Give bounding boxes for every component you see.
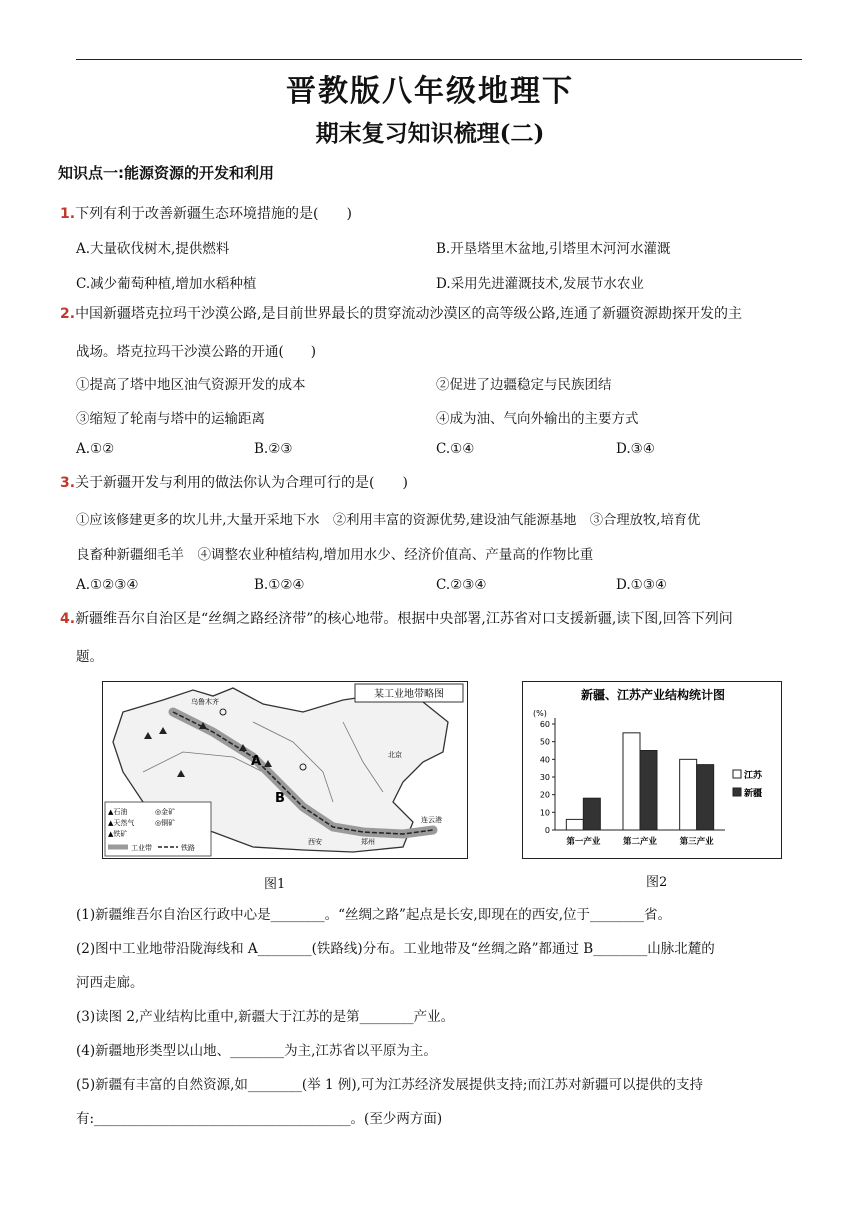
city-urumqi: 乌鲁木齐 <box>191 698 219 706</box>
q3-statements-line-2: 良畜种新疆细毛羊 ④调整农业种植结构,增加用水少、经济价值高、产量高的作物比重 <box>76 547 594 563</box>
q3-option-c: C.②③④ <box>436 577 487 593</box>
y-tick-label: 60 <box>539 720 550 729</box>
q2-option-b: B.②③ <box>254 441 293 457</box>
section-heading: 知识点一:能源资源的开发和利用 <box>58 164 275 182</box>
q4-part-4: (4)新疆地形类型以山地、________为主,江苏省以平原为主。 <box>76 1043 437 1059</box>
bar-jiangsu <box>680 759 697 830</box>
legend-gold: ◎金矿 <box>155 808 176 816</box>
question-number: 1. <box>60 206 76 222</box>
x-tick-label: 第一产业 <box>566 837 601 847</box>
legend-rail: 铁路 <box>181 844 195 852</box>
q2-option-c: C.①④ <box>436 441 475 457</box>
question-1-stem <box>60 197 352 231</box>
q4-part-2: (2)图中工业地带沿陇海线和 A________(铁路线)分布。工业地带及“丝绸之路”都通过 B________山脉北麓的 <box>76 941 715 957</box>
y-tick-label: 40 <box>539 755 550 765</box>
bar-xinjiang <box>640 751 657 831</box>
figure-2-caption: 图2 <box>646 875 668 890</box>
figure-1-caption: 图1 <box>264 877 286 892</box>
q4-part-2-cont: 河西走廊。 <box>76 975 144 991</box>
legend-oil: ▲石油 <box>108 808 128 816</box>
q2-option-a: A.①② <box>76 441 115 457</box>
x-tick-label: 第三产业 <box>679 837 714 847</box>
legend-iron: ▲铁矿 <box>108 830 128 838</box>
industrial-belt-map <box>103 682 467 858</box>
question-3-stem <box>60 466 408 500</box>
y-tick-label: 20 <box>539 790 550 800</box>
question-text: 关于新疆开发与利用的做法你认为合理可行的是( ) <box>75 475 408 491</box>
y-tick-label: 10 <box>539 808 550 818</box>
bar-xinjiang <box>583 798 600 830</box>
question-2-stem-cont: 战场。塔克拉玛干沙漠公路的开通( ) <box>76 344 317 360</box>
y-tick-label: 30 <box>539 773 550 782</box>
question-number: 2. <box>60 306 76 322</box>
legend-swatch <box>733 788 741 796</box>
q3-option-b: B.①②④ <box>254 577 305 593</box>
city-zhengzhou: 郑州 <box>361 838 375 846</box>
question-4-stem <box>60 602 733 636</box>
legend-belt: 工业带 <box>131 844 152 852</box>
q1-option-d: D.采用先进灌溉技术,发展节水农业 <box>436 276 644 292</box>
legend-label: 新疆 <box>744 789 763 799</box>
question-4-stem-cont: 题。 <box>76 649 103 665</box>
bar-jiangsu <box>566 819 583 830</box>
legend-gas: ▲天然气 <box>108 819 135 827</box>
q1-option-a: A.大量砍伐树木,提供燃料 <box>76 241 230 257</box>
q3-option-d: D.①③④ <box>616 577 667 593</box>
q3-option-a: A.①②③④ <box>76 577 139 593</box>
question-text: 下列有利于改善新疆生态环境措施的是( ) <box>75 206 352 222</box>
q2-statement-2: ②促进了边疆稳定与民族团结 <box>436 377 612 393</box>
page-subtitle: 期末复习知识梳理(二) <box>315 120 545 147</box>
figure-1-map <box>102 681 468 859</box>
question-number: 4. <box>60 611 76 627</box>
question-text: 中国新疆塔克拉玛干沙漠公路,是目前世界最长的贯穿流动沙漠区的高等级公路,连通了新疆资源勘探开发的主 <box>75 306 742 322</box>
label-b: B <box>275 791 285 806</box>
city-beijing: 北京 <box>388 751 402 759</box>
q4-part-1: (1)新疆维吾尔自治区行政中心是________。“丝绸之路”起点是长安,即现在的西安,位于________省。 <box>76 907 672 923</box>
q4-part-5: (5)新疆有丰富的自然资源,如________(举 1 例),可为江苏经济发展提供支持;而江苏对新疆可以提供的支持 <box>76 1077 703 1093</box>
bar-jiangsu <box>623 733 640 830</box>
header-rule <box>76 59 802 60</box>
q4-part-5-cont: 有:______________________________________。(至少两方面) <box>76 1111 443 1127</box>
q2-statement-4: ④成为油、气向外输出的主要方式 <box>436 411 639 427</box>
legend-copper: ◎铜矿 <box>155 819 176 827</box>
q3-statements-line-1: ①应该修建更多的坎儿井,大量开采地下水 ②利用丰富的资源优势,建设油气能源基地 ③合理放牧,培育优 <box>76 513 701 528</box>
industry-structure-chart <box>523 682 781 858</box>
y-tick-label: 0 <box>544 826 550 835</box>
q1-option-c: C.减少葡萄种植,增加水稻种植 <box>76 276 257 292</box>
page-title: 晋教版八年级地理下 <box>286 74 574 109</box>
city-lianyungang: 连云港 <box>421 816 442 824</box>
question-2-stem <box>60 297 742 331</box>
legend-label: 江苏 <box>744 771 763 781</box>
q2-statement-3: ③缩短了轮南与塔中的运输距离 <box>76 411 265 427</box>
label-a: A <box>251 754 262 769</box>
chart-title: 新疆、江苏产业结构统计图 <box>580 688 726 702</box>
question-text: 新疆维吾尔自治区是“丝绸之路经济带”的核心地带。根据中央部署,江苏省对口支援新疆,读下图,回答下列问 <box>75 611 733 627</box>
legend-swatch <box>733 770 741 778</box>
q4-part-3: (3)读图 2,产业结构比重中,新疆大于江苏的是第________产业。 <box>76 1009 455 1025</box>
q2-statement-1: ①提高了塔中地区油气资源开发的成本 <box>76 377 306 393</box>
bar-xinjiang <box>697 765 714 830</box>
map-title: 某工业地带略图 <box>374 689 444 700</box>
x-tick-label: 第二产业 <box>622 837 658 847</box>
city-xian: 西安 <box>308 838 322 846</box>
q2-option-d: D.③④ <box>616 441 655 457</box>
figure-2-chart <box>522 681 782 859</box>
q1-option-b: B.开垦塔里木盆地,引塔里木河河水灌溉 <box>436 241 671 257</box>
question-number: 3. <box>60 475 76 491</box>
y-tick-label: 50 <box>539 737 550 747</box>
y-axis-unit: (%) <box>533 709 547 718</box>
